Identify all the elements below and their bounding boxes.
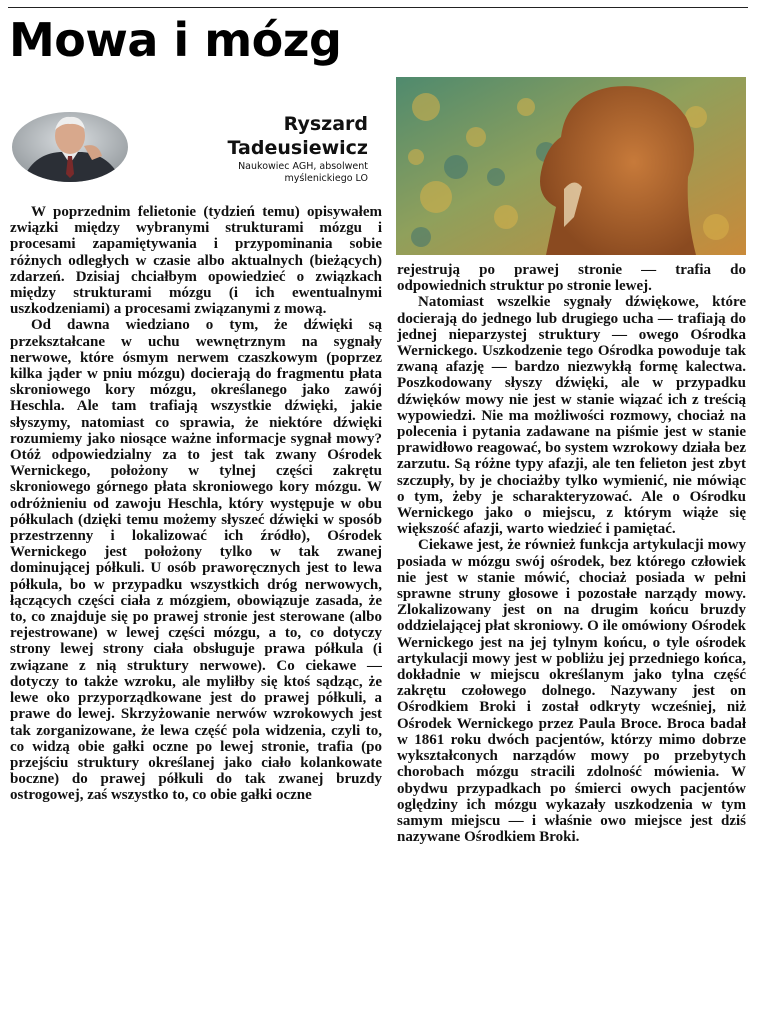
article-paragraph: Od dawna wiedziano o tym, że dźwięki są przekształcane w uchu wewnętrznym na sygnały nerwowe, które ósmym nerwem czaszkowym (poprzez kilka jąder w pniu mózgu) docierają do fragmentu płata skroniowego kory mózgu, określanego jako zawój Heschla. Ale tam trafiają wszystkie dźwięki, jakie słyszymy, natomiast co sprawia, że niektóre dźwięki rozumiemy jako niosące ważne informacje sygnał mowy? Otóż odpowiedzialny za to jest tak zwany Ośrodek Wernickego, położony w tylnej części zakrętu skroniowego górnego płata skroniowego kory mózgu. W odróżnieniu od zawoju Heschla, który występuje w obu półkulach (dzięki temu możemy słyszeć dźwięki w sposób przestrzenny i lokalizować ich źródło), Ośrodek Wernickego jest położony tylko w tak zwanej dominującej półkuli. U osób praworęcznych jest to lewa półkula, bo w przypadku wszystkich dróg nerwowych, łączących części ciała z mózgiem, obowiązuje zasada, że to, co znajduje się po prawej stronie jest sterowane (albo rejestrowane) w lewej części mózgu, a to, co dotyczy strony lewej strony ciała obsługuje prawa półkula (i związane z nią struktury nerwowe). Co ciekawe — dotyczy to także wzroku, ale myliłby się ktoś sądząc, że lewe oko przyporządkowane jest do prawej półkuli, a prawe do lewej. Skrzyżowanie nerwów wzrokowych jest tak zorganizowane, że lewa część pola widzenia, czyli to, co widzą obie gałki oczne po lewej stronie, trafia (po przejściu struktury określanej jako ciało kolankowate boczne) do prawej półkuli do tak zwanej bruzdy ostrogowej, zaś wszystko to, co obie gałki oczne: [10, 317, 382, 804]
headline: Mowa i mózg: [9, 13, 342, 67]
top-rule: [8, 7, 748, 8]
author-desc-line: Naukowiec AGH, absolwent: [238, 161, 368, 172]
article-paragraph: rejestrują po prawej stronie — trafia do odpowiednich struktur po stronie lewej.: [397, 262, 746, 295]
article-paragraph: W poprzednim felietonie (tydzień temu) opisywałem związki między wybranymi strukturami mózgu i procesami zapamiętywania i przypominania sobie różnych odległych w czasie albo aktualnych (bieżących) zdarzeń. Dzisiaj chciałbym opowiedzieć o związkach między strukturami mózgu (i ich ewentualnymi uszkodzeniami) a procesami związanymi z mową.: [10, 204, 382, 318]
article-column-left: [10, 204, 382, 1018]
author-last-name: Tadeusiewicz: [227, 137, 368, 159]
article-column-right: [397, 262, 746, 1018]
author-first-name: Ryszard: [283, 113, 368, 135]
author-description: [138, 161, 368, 185]
article-paragraph: Natomiast wszelkie sygnały dźwiękowe, które docierają do jednego lub drugiego ucha — trafiają do jednej nieparzystej struktury — owego Ośrodka Wernickego. Uszkodzenie tego Ośrodka powoduje tak zwaną afazję — bardzo niezwykłą formę kalectwa. Poszkodowany słyszy dźwięki, ale w przypadku dźwięków mowy nie jest w stanie wiązać ich z treścią wypowiedzi. Nie ma możliwości rozmowy, chociaż na polecenia i pytania zadawane na piśmie jest w stanie prawidłowo reagować, bo system wzrokowy działa bez zarzutu. Są różne typy afazji, ale ten felieton jest zbyt szczupły, by je chociażby tylko wymienić, nie mówiąc o tym, żeby je scharakteryzować. Ale o Ośrodku Wernickego jako o miejscu, z którym wiąże się większość afazji, warto wiedzieć i pamiętać.: [397, 294, 746, 538]
author-desc-line: myślenickiego LO: [284, 173, 368, 184]
author-photo: [12, 112, 128, 182]
author-name: [138, 112, 368, 160]
article-illustration: [396, 77, 746, 255]
article-paragraph: Ciekawe jest, że również funkcja artykulacji mowy posiada w mózgu swój ośrodek, bez którego człowiek nie jest w stanie mówić, chociaż posiada w pełni sprawne struny głosowe i pozostałe narządy mowy. Zlokalizowany jest on na drugim końcu bruzdy oddzielającej płat skroniowy. O ile omówiony Ośrodek Wernickego jest na jej tylnym końcu, o tyle ośrodek artykulacji mowy jest w pobliżu jej przedniego końca, dokładnie w miejscu określanym jako tylna część zakrętu czołowego dolnego. Nazywany jest on Ośrodkiem Broki i został odkryty wcześniej, niż Ośrodek Wernickego przez Paula Broce. Broca badał w 1861 roku dwóch pacjentów, którzy mimo dobrze wykształconych narządów mowy po przebytych chorobach mózgu stracili zdolność mówienia. W obydwu przypadkach po śmierci owych pacjentów oględziny ich mózgu wykazały uszkodzenia w tym samym miejscu — i właśnie owo miejsce jest dziś nazywane Ośrodkiem Broki.: [397, 537, 746, 846]
